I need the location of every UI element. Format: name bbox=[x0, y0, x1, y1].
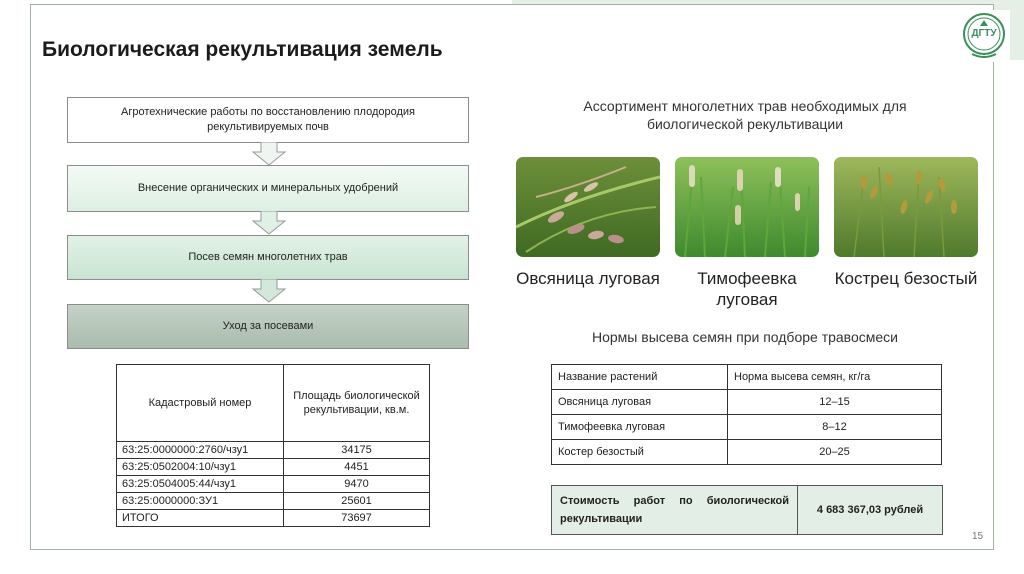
table-header-row bbox=[552, 365, 942, 390]
table-row bbox=[552, 390, 942, 415]
table-cell: 8–12 bbox=[728, 415, 942, 440]
down-arrow-icon bbox=[251, 142, 287, 166]
table-row bbox=[117, 493, 430, 510]
plant-caption-fescue: Овсяница луговая bbox=[516, 269, 660, 288]
table-cell: 34175 bbox=[284, 442, 430, 459]
flow-step-3: Посев семян многолетних трав bbox=[67, 235, 469, 280]
plant-photo-brome bbox=[834, 157, 978, 257]
table-cell: 63:25:0000000:ЗУ1 bbox=[117, 493, 284, 510]
column-header: Название растений bbox=[552, 365, 728, 390]
cost-label: Стоимость работ по биологической рекультивации bbox=[552, 486, 798, 534]
column-header: Норма высева семян, кг/га bbox=[728, 365, 942, 390]
table-header-row bbox=[117, 365, 430, 442]
table-row bbox=[552, 440, 942, 465]
norms-title: Нормы высева семян при подборе травосмеси bbox=[592, 329, 898, 345]
column-header: Кадастровый номер bbox=[117, 365, 284, 442]
slide-title: Биологическая рекультивация земель bbox=[42, 38, 443, 61]
table-cell: 12–15 bbox=[728, 390, 942, 415]
down-arrow-icon bbox=[251, 211, 287, 235]
table-cell: Овсяница луговая bbox=[552, 390, 728, 415]
table-cell: 63:25:0000000:2760/чзу1 bbox=[117, 442, 284, 459]
page-number: 15 bbox=[972, 531, 984, 542]
table-cell: 25601 bbox=[284, 493, 430, 510]
table-row bbox=[117, 442, 430, 459]
plant-caption-brome: Кострец безостый bbox=[834, 269, 978, 288]
table-total-row bbox=[117, 510, 430, 527]
table-cell: 73697 bbox=[284, 510, 430, 527]
table-cell: Костер безостый bbox=[552, 440, 728, 465]
seeding-norms-table bbox=[551, 364, 942, 465]
logo-text: ДГТУ bbox=[971, 28, 997, 39]
table-row bbox=[117, 459, 430, 476]
university-logo bbox=[958, 10, 1010, 62]
table-cell: ИТОГО bbox=[117, 510, 284, 527]
plant-caption-timothy: Тимофеевка луговая bbox=[697, 269, 797, 309]
table-row bbox=[117, 476, 430, 493]
down-arrow-icon bbox=[251, 279, 287, 303]
table-cell: 63:25:0504005:44/чзу1 bbox=[117, 476, 284, 493]
flow-step-2: Внесение органических и минеральных удобрений bbox=[67, 165, 469, 212]
cost-box bbox=[551, 485, 943, 535]
table-cell: Тимофеевка луговая bbox=[552, 415, 728, 440]
plant-photo-timothy bbox=[675, 157, 819, 257]
flow-step-4: Уход за посевами bbox=[67, 304, 469, 349]
column-header: Площадь биологической рекультивации, кв.м. bbox=[284, 365, 430, 442]
plant-photo-fescue bbox=[516, 157, 660, 257]
assortment-title: Ассортимент многолетних трав необходимых для биологической рекультивации bbox=[583, 98, 907, 132]
table-row bbox=[552, 415, 942, 440]
cadastral-table bbox=[116, 364, 430, 527]
table-cell: 63:25:0502004:10/чзу1 bbox=[117, 459, 284, 476]
table-cell: 9470 bbox=[284, 476, 430, 493]
table-cell: 4451 bbox=[284, 459, 430, 476]
table-cell: 20–25 bbox=[728, 440, 942, 465]
cost-value: 4 683 367,03 рублей bbox=[798, 486, 942, 534]
flow-step-1: Агротехнические работы по восстановлению плодородия рекультивируемых почв bbox=[67, 97, 469, 143]
